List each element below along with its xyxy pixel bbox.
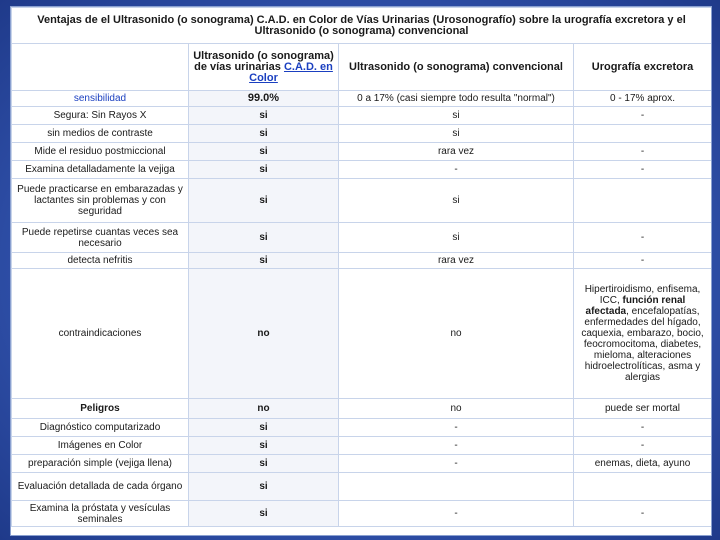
urography-value (574, 269, 712, 399)
header-cad-color (189, 44, 339, 91)
row-label: Imágenes en Color (12, 437, 189, 455)
table-row (12, 473, 712, 501)
cad-color-value: 99.0% (189, 91, 339, 107)
cad-color-value: si (189, 161, 339, 179)
conventional-value: rara vez (339, 253, 574, 269)
row-label: detecta nefritis (12, 253, 189, 269)
cad-color-value: si (189, 143, 339, 161)
conventional-value: si (339, 179, 574, 223)
cad-color-value: si (189, 455, 339, 473)
urography-value: puede ser mortal (574, 399, 712, 419)
row-label: sensibilidad (12, 91, 189, 107)
cad-color-value: si (189, 223, 339, 253)
header-empty (12, 44, 189, 91)
urography-value: - (574, 143, 712, 161)
cad-color-value: si (189, 125, 339, 143)
row-label: Segura: Sin Rayos X (12, 107, 189, 125)
cad-color-value: si (189, 179, 339, 223)
table-row (12, 437, 712, 455)
conventional-value: no (339, 269, 574, 399)
conventional-value: 0 a 17% (casi siempre todo resulta "normal") (339, 91, 574, 107)
conventional-value: - (339, 437, 574, 455)
conventional-value: no (339, 399, 574, 419)
urography-value (574, 473, 712, 501)
cad-color-value: si (189, 437, 339, 455)
table-row (12, 455, 712, 473)
conventional-value: si (339, 125, 574, 143)
row-label: preparación simple (vejiga llena) (12, 455, 189, 473)
cad-color-value: no (189, 269, 339, 399)
table-body (12, 91, 712, 527)
table-row (12, 269, 712, 399)
urography-value-part: Hipertiroidismo, enfisema, ICC, (584, 284, 701, 306)
table-row (12, 501, 712, 527)
row-label: Diagnóstico computarizado (12, 419, 189, 437)
row-label: Mide el residuo postmiccional (12, 143, 189, 161)
comparison-table-frame (10, 6, 712, 536)
urography-value: - (574, 253, 712, 269)
urography-value: - (574, 161, 712, 179)
row-label: sin medios de contraste (12, 125, 189, 143)
title-row (12, 8, 712, 44)
conventional-value: si (339, 223, 574, 253)
conventional-value: - (339, 419, 574, 437)
table-row (12, 223, 712, 253)
cad-color-value: si (189, 501, 339, 527)
conventional-value: - (339, 161, 574, 179)
row-label: Examina la próstata y vesículas seminales (12, 501, 189, 527)
urography-value: - (574, 107, 712, 125)
urography-value: - (574, 501, 712, 527)
row-label: Examina detalladamente la vejiga (12, 161, 189, 179)
urography-value-part: , encefalopatías, enfermedades del hígado, caquexia, embarazo, bocio, feocromocitoma, diabetes, mieloma, alteraciones hidroelectrolíticas, asma y alergias (581, 306, 704, 383)
row-label: contraindicaciones (12, 269, 189, 399)
table-row (12, 91, 712, 107)
cad-color-value: si (189, 107, 339, 125)
urography-value (574, 179, 712, 223)
urography-value: - (574, 437, 712, 455)
table-row (12, 107, 712, 125)
urography-value: - (574, 419, 712, 437)
conventional-value: - (339, 455, 574, 473)
conventional-value: - (339, 501, 574, 527)
table-title: Ventajas de el Ultrasonido (o sonograma) C.A.D. en Color de Vías Urinarias (Urosonografío) sobre la urografía excretora y el Ultrasonido (o sonograma) convencional (12, 8, 712, 44)
row-label: Puede practicarse en embarazadas y lactantes sin problemas y con seguridad (12, 179, 189, 223)
cad-color-value: si (189, 419, 339, 437)
header-conventional: Ultrasonido (o sonograma) convencional (339, 44, 574, 91)
cad-color-value: si (189, 253, 339, 269)
urography-value: - (574, 223, 712, 253)
table-row (12, 143, 712, 161)
table-row (12, 161, 712, 179)
table-row (12, 125, 712, 143)
cad-color-link[interactable]: C.A.D. en Color (249, 60, 333, 84)
urography-value: enemas, dieta, ayuno (574, 455, 712, 473)
table-row (12, 399, 712, 419)
cad-color-value: si (189, 473, 339, 501)
header-urography: Urografía excretora (574, 44, 712, 91)
header-row (12, 44, 712, 91)
comparison-table (11, 7, 712, 527)
urography-value-bold: función renal afectada (585, 295, 686, 317)
table-row (12, 419, 712, 437)
conventional-value (339, 473, 574, 501)
conventional-value: rara vez (339, 143, 574, 161)
row-label: Peligros (12, 399, 189, 419)
row-label: Evaluación detallada de cada órgano (12, 473, 189, 501)
urography-value (574, 125, 712, 143)
table-row (12, 253, 712, 269)
header-cad-text: Ultrasonido (o sonograma) de vías urinarias (193, 49, 334, 73)
conventional-value: si (339, 107, 574, 125)
table-row (12, 179, 712, 223)
cad-color-value: no (189, 399, 339, 419)
row-label: Puede repetirse cuantas veces sea necesario (12, 223, 189, 253)
urography-value: 0 - 17% aprox. (574, 91, 712, 107)
